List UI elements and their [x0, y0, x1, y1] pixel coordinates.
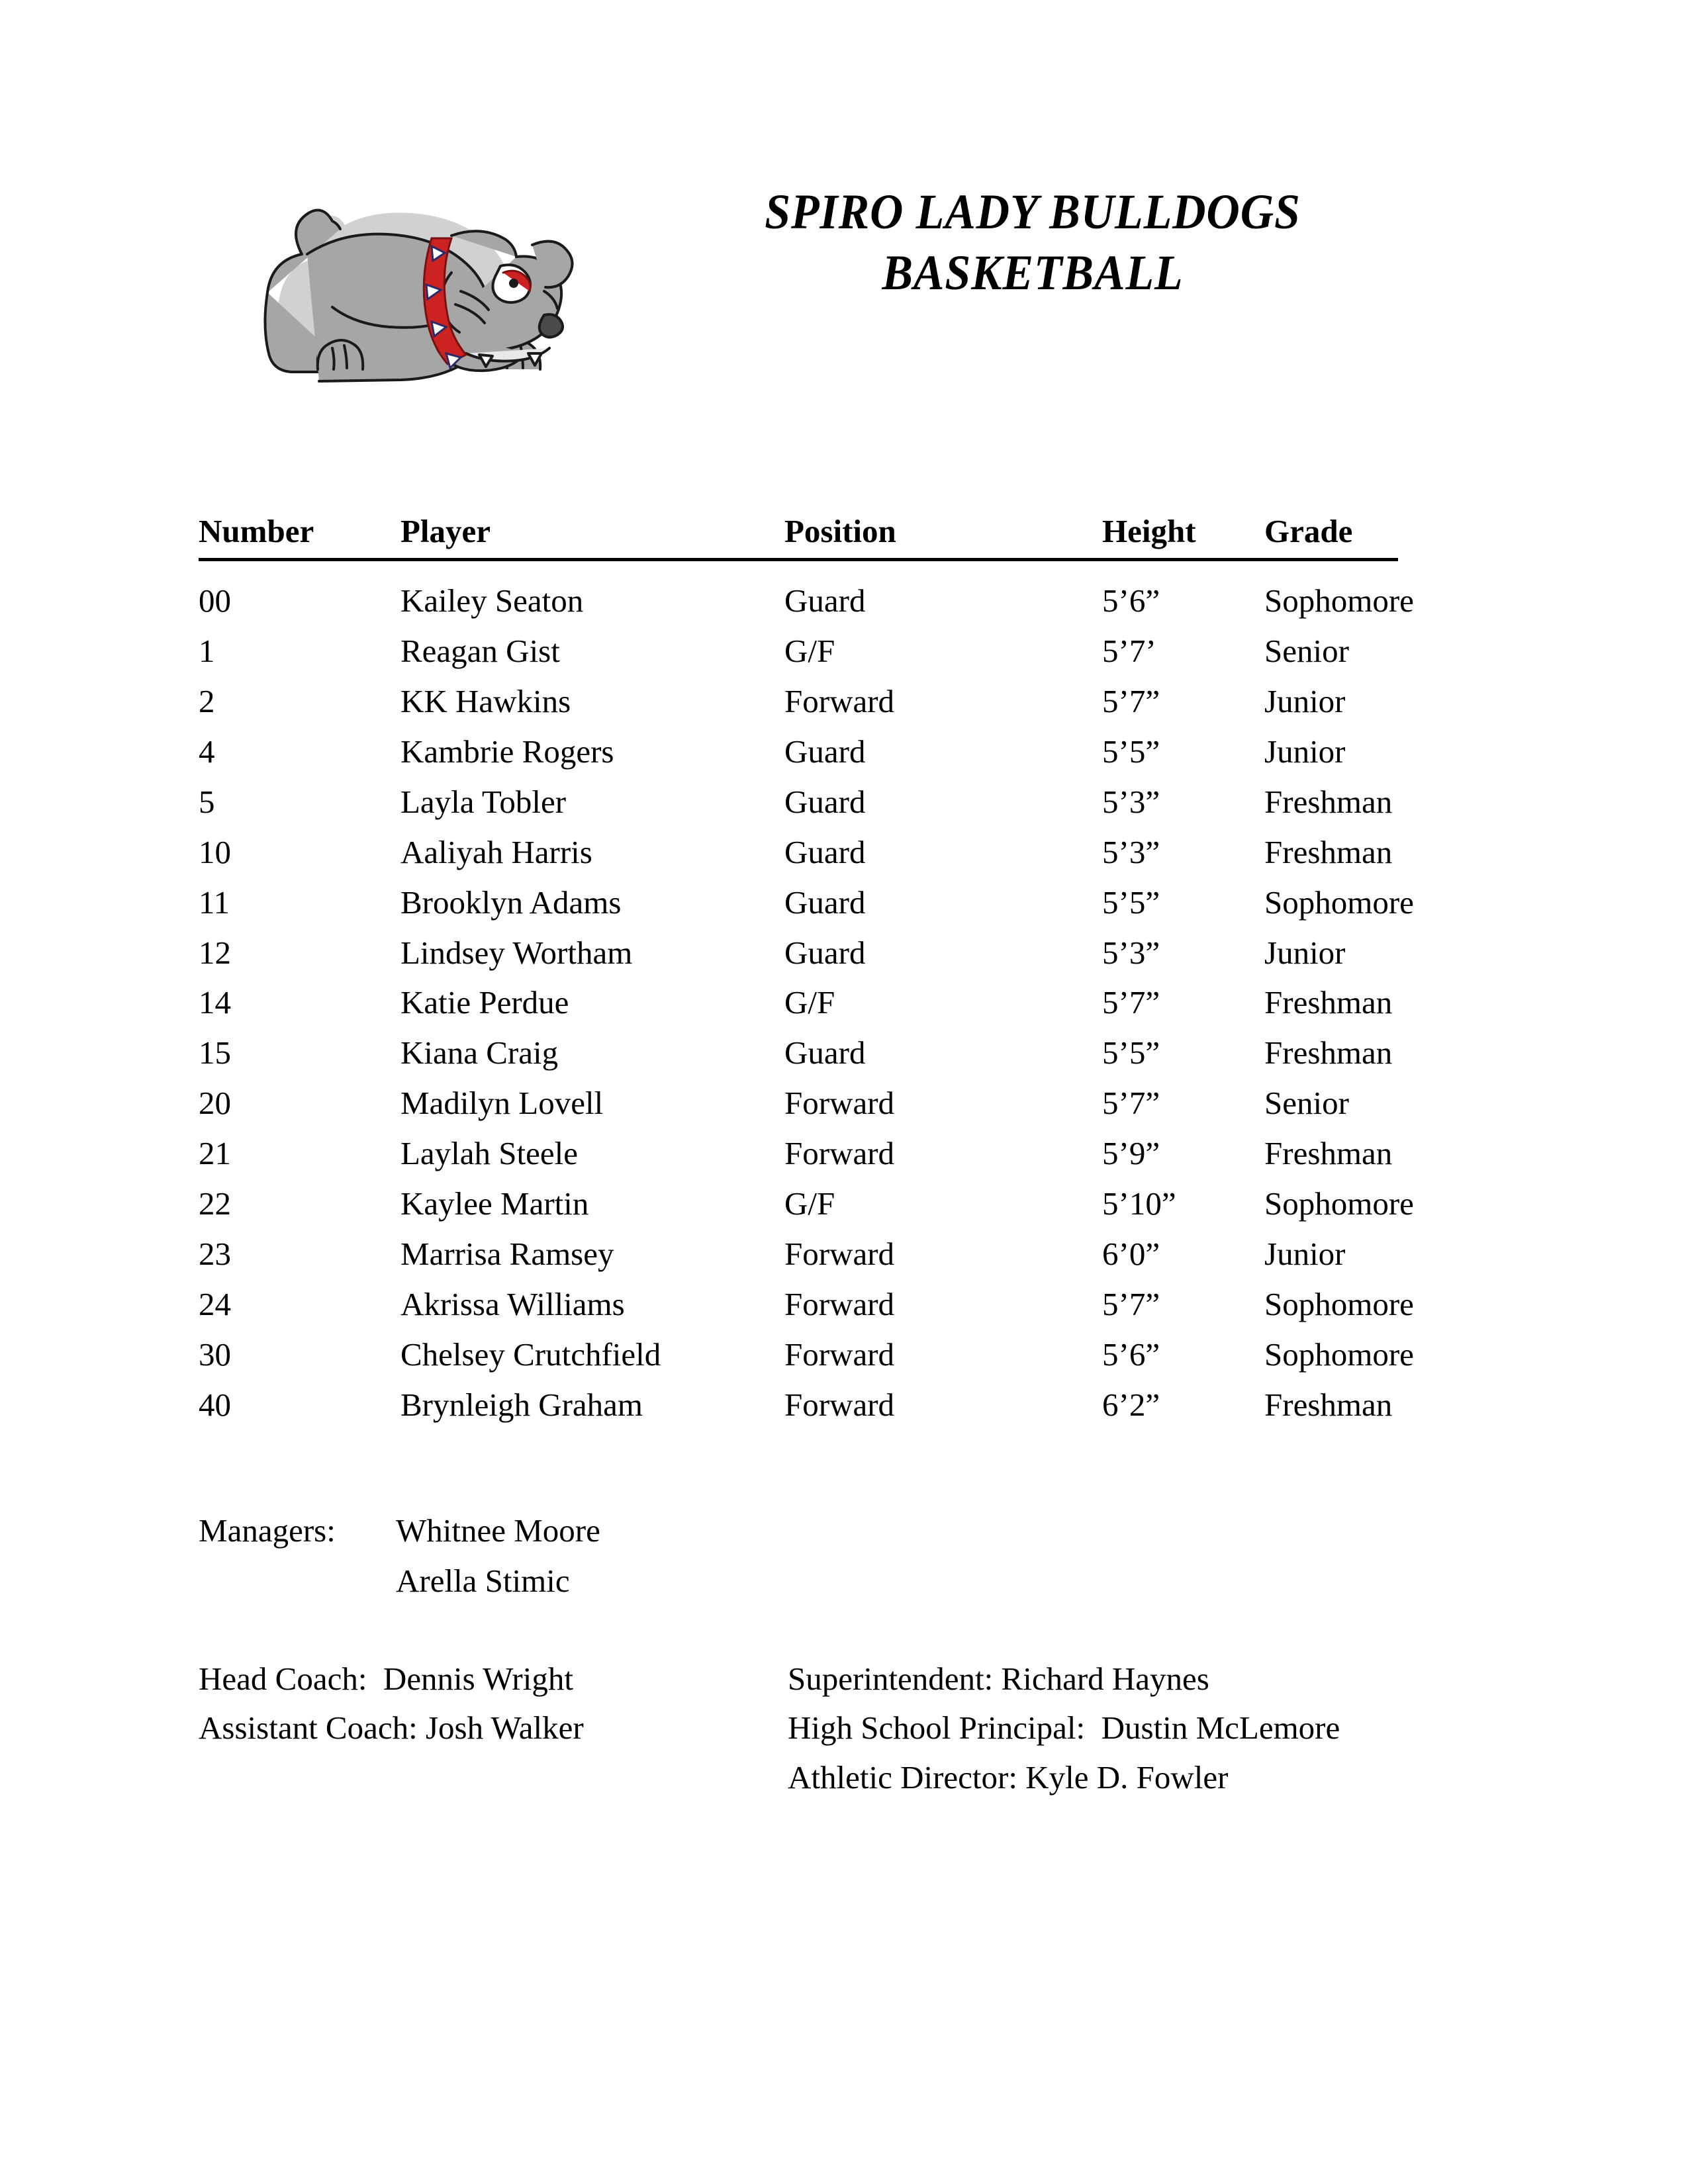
- cell-position: Guard: [784, 783, 866, 820]
- cell-position: Forward: [784, 1135, 895, 1172]
- cell-position: Guard: [784, 833, 866, 870]
- cell-height: 5’7”: [1102, 1085, 1160, 1122]
- roster-table-head: [199, 506, 1398, 559]
- cell-height: 5’6”: [1102, 582, 1160, 619]
- cell-grade: Sophomore: [1264, 1336, 1414, 1373]
- cell-position: Guard: [784, 934, 866, 971]
- cell-height: 5’5”: [1102, 884, 1160, 921]
- page-title: [596, 182, 1470, 303]
- cell-grade: Junior: [1264, 934, 1346, 971]
- bulldog-mascot-icon: [233, 192, 630, 410]
- cell-player: Kailey Seaton: [400, 582, 584, 619]
- cell-player: Chelsey Crutchfield: [400, 1336, 661, 1373]
- cell-player: Brynleigh Graham: [400, 1386, 643, 1423]
- cell-height: 5’3”: [1102, 934, 1160, 971]
- document-header: [0, 182, 1688, 433]
- cell-grade: Senior: [1264, 632, 1349, 669]
- staff-left-spacer: [199, 1753, 788, 1802]
- cell-grade: Freshman: [1264, 1386, 1393, 1423]
- cell-player: Aaliyah Harris: [400, 833, 592, 870]
- cell-height: 5’6”: [1102, 1336, 1160, 1373]
- managers-row-1: [199, 1506, 600, 1556]
- assistant-coach-line: Assistant Coach: Josh Walker: [199, 1709, 584, 1747]
- cell-height: 5’3”: [1102, 833, 1160, 870]
- cell-grade: Sophomore: [1264, 1286, 1414, 1323]
- manager-name-2: Arella Stimic: [396, 1562, 570, 1599]
- cell-player: Reagan Gist: [400, 632, 560, 669]
- column-header-player: Player: [400, 513, 491, 549]
- table-row: [199, 1128, 1398, 1179]
- roster-table: [199, 506, 1414, 1430]
- table-row: [199, 978, 1398, 1028]
- cell-player: Madilyn Lovell: [400, 1085, 604, 1122]
- staff-row-3: [199, 1753, 1523, 1802]
- staff-section: [199, 1655, 1523, 1802]
- cell-grade: Sophomore: [1264, 884, 1414, 921]
- table-row: [199, 928, 1398, 978]
- cell-height: 6’0”: [1102, 1236, 1160, 1273]
- table-row: [199, 1179, 1398, 1229]
- table-row: [199, 827, 1398, 878]
- cell-position: G/F: [784, 1185, 835, 1222]
- cell-height: 5’3”: [1102, 783, 1160, 820]
- cell-number: 12: [199, 934, 231, 971]
- cell-number: 21: [199, 1135, 231, 1172]
- cell-number: 1: [199, 632, 215, 669]
- table-row: [199, 1078, 1398, 1128]
- cell-grade: Sophomore: [1264, 582, 1414, 619]
- cell-number: 5: [199, 783, 215, 820]
- cell-number: 24: [199, 1286, 231, 1323]
- cell-position: Guard: [784, 582, 866, 619]
- cell-player: Kaylee Martin: [400, 1185, 589, 1222]
- cell-number: 00: [199, 582, 231, 619]
- cell-player: Laylah Steele: [400, 1135, 579, 1172]
- cell-number: 20: [199, 1085, 231, 1122]
- cell-grade: Freshman: [1264, 833, 1393, 870]
- cell-height: 5’7”: [1102, 1286, 1160, 1323]
- cell-number: 11: [199, 884, 230, 921]
- roster-table-body: [199, 559, 1414, 1430]
- cell-player: Akrissa Williams: [400, 1286, 625, 1323]
- cell-number: 22: [199, 1185, 231, 1222]
- cell-number: 15: [199, 1034, 231, 1071]
- cell-number: 10: [199, 833, 231, 870]
- cell-player: Kiana Craig: [400, 1034, 559, 1071]
- cell-grade: Junior: [1264, 1236, 1346, 1273]
- head-coach-line: Head Coach: Dennis Wright: [199, 1661, 573, 1697]
- cell-grade: Freshman: [1264, 1135, 1393, 1172]
- column-header-position: Position: [784, 513, 896, 549]
- managers-section: [199, 1506, 600, 1606]
- cell-position: G/F: [784, 632, 835, 669]
- athletic-director-line: Athletic Director: Kyle D. Fowler: [788, 1758, 1229, 1796]
- cell-number: 4: [199, 733, 215, 770]
- managers-label: Managers:: [199, 1512, 336, 1549]
- superintendent-line: Superintendent: Richard Haynes: [788, 1661, 1209, 1697]
- cell-position: Forward: [784, 1336, 895, 1373]
- table-row: [199, 1028, 1398, 1078]
- cell-player: Brooklyn Adams: [400, 884, 622, 921]
- cell-grade: Freshman: [1264, 984, 1393, 1021]
- cell-grade: Senior: [1264, 1085, 1349, 1122]
- title-line-2: BASKETBALL: [882, 245, 1184, 300]
- table-row: [199, 676, 1398, 727]
- cell-position: Forward: [784, 1085, 895, 1122]
- cell-position: G/F: [784, 984, 835, 1021]
- manager-name-1: Whitnee Moore: [396, 1512, 600, 1549]
- cell-grade: Junior: [1264, 733, 1346, 770]
- cell-position: Guard: [784, 884, 866, 921]
- roster-section: [199, 506, 1414, 1430]
- table-row: [199, 559, 1398, 625]
- column-header-number: Number: [199, 513, 314, 549]
- cell-grade: Freshman: [1264, 783, 1393, 820]
- cell-grade: Junior: [1264, 682, 1346, 719]
- staff-row-1: [199, 1655, 1523, 1704]
- principal-line: High School Principal: Dustin McLemore: [788, 1709, 1340, 1747]
- table-row: [199, 878, 1398, 928]
- cell-position: Forward: [784, 1236, 895, 1273]
- cell-height: 5’5”: [1102, 1034, 1160, 1071]
- cell-number: 14: [199, 984, 231, 1021]
- cell-player: Lindsey Wortham: [400, 934, 633, 971]
- managers-label-spacer: [199, 1556, 396, 1606]
- managers-row-2: [199, 1556, 600, 1606]
- column-header-height: Height: [1102, 513, 1196, 549]
- cell-number: 2: [199, 682, 215, 719]
- table-row: [199, 777, 1398, 827]
- title-line-1: SPIRO LADY BULLDOGS: [765, 185, 1301, 240]
- cell-grade: Freshman: [1264, 1034, 1393, 1071]
- cell-height: 5’7’: [1102, 632, 1156, 669]
- cell-height: 5’7”: [1102, 984, 1160, 1021]
- table-row: [199, 727, 1398, 777]
- table-row: [199, 1380, 1398, 1430]
- cell-player: Katie Perdue: [400, 984, 569, 1021]
- table-header-row: [199, 506, 1398, 559]
- staff-row-2: [199, 1704, 1523, 1752]
- table-row: [199, 1279, 1398, 1330]
- cell-position: Forward: [784, 682, 895, 719]
- cell-height: 6’2”: [1102, 1386, 1160, 1423]
- cell-player: KK Hawkins: [400, 682, 571, 719]
- cell-grade: Sophomore: [1264, 1185, 1414, 1222]
- cell-player: Layla Tobler: [400, 783, 567, 820]
- cell-player: Kambrie Rogers: [400, 733, 614, 770]
- cell-position: Forward: [784, 1286, 895, 1323]
- cell-position: Guard: [784, 1034, 866, 1071]
- cell-height: 5’9”: [1102, 1135, 1160, 1172]
- cell-position: Forward: [784, 1386, 895, 1423]
- cell-number: 30: [199, 1336, 231, 1373]
- table-row: [199, 1330, 1398, 1380]
- table-row: [199, 1229, 1398, 1279]
- cell-player: Marrisa Ramsey: [400, 1236, 614, 1273]
- cell-position: Guard: [784, 733, 866, 770]
- cell-height: 5’10”: [1102, 1185, 1176, 1222]
- table-row: [199, 626, 1398, 676]
- cell-height: 5’5”: [1102, 733, 1160, 770]
- cell-height: 5’7”: [1102, 682, 1160, 719]
- column-header-grade: Grade: [1264, 513, 1353, 549]
- cell-number: 40: [199, 1386, 231, 1423]
- cell-number: 23: [199, 1236, 231, 1273]
